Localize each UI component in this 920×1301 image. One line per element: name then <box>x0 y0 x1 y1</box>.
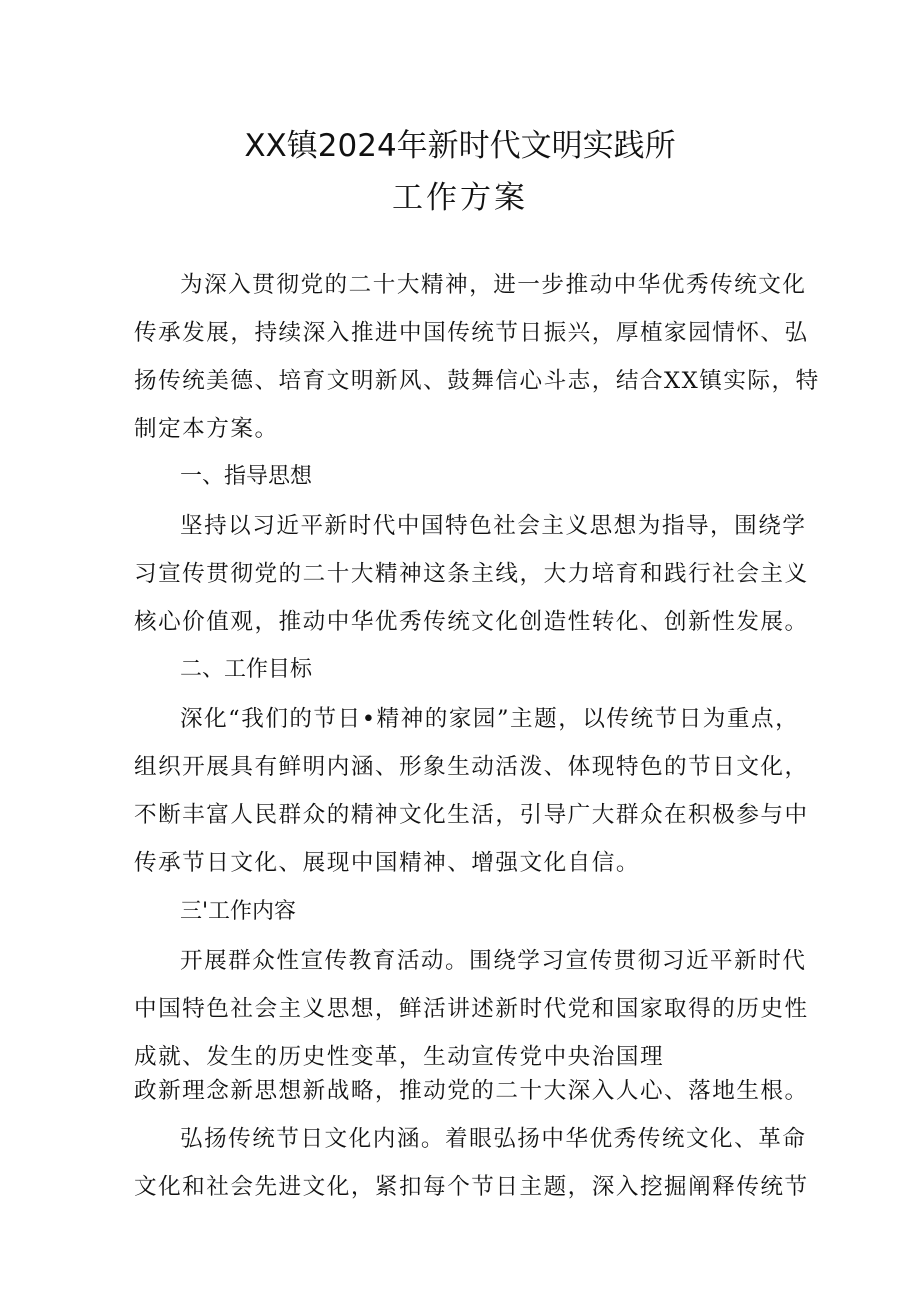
paragraph-line: 弘扬传统节日文化内涵。着眼弘扬中华优秀传统文化、革命 <box>180 1126 807 1152</box>
paragraph-line: 成就、发生的历史性变革，生动宣传党中央治国理 <box>134 1044 665 1070</box>
paragraph-line: 文化和社会先进文化，紧扣每个节日主题，深入挖掘阐释传统节 <box>134 1174 809 1200</box>
paragraph-line: 传承节日文化、展现中国精神、增强文化自信。 <box>134 850 640 876</box>
paragraph-line: 制定本方案。 <box>134 416 279 442</box>
paragraph-line: 传承发展，持续深入推进中国传统节日振兴，厚植家园情怀、弘 <box>134 320 809 346</box>
paragraph-line: 不断丰富人民群众的精神文化生活，引导广大群众在积极参与中 <box>134 802 809 828</box>
paragraph-line: 深化“我们的节日•精神的家园”主题，以传统节日为重点， <box>180 706 800 732</box>
paragraph-line: 习宣传贯彻党的二十大精神这条主线，大力培育和践行社会主义 <box>134 561 809 587</box>
document-title-line-1: XX镇2024年新时代文明实践所 <box>244 128 676 164</box>
paragraph-line: 中国特色社会主义思想，鲜活讲述新时代党和国家取得的历史性 <box>134 996 809 1022</box>
paragraph-line: 政新理念新思想新战略，推动党的二十大深入人心、落地生根。 <box>134 1078 809 1104</box>
section-heading-work-goals: 二、工作目标 <box>180 657 313 682</box>
paragraph-line: 开展群众性宣传教育活动。围绕学习宣传贯彻习近平新时代 <box>180 948 807 974</box>
paragraph-line: 组织开展具有鲜明内涵、形象生动活泼、体现特色的节日文化， <box>134 754 809 780</box>
paragraph-line: 核心价值观，推动中华优秀传统文化创造性转化、创新性发展。 <box>134 609 809 635</box>
paragraph-line: 为深入贯彻党的二十大精神，进一步推动中华优秀传统文化 <box>180 272 807 298</box>
document-title-line-2: 工作方案 <box>392 180 528 216</box>
paragraph-line: 扬传统美德、培育文明新风、鼓舞信心斗志，结合XX镇实际，特 <box>134 368 820 394</box>
section-heading-work-content: 三'工作内容 <box>180 899 297 924</box>
section-heading-guiding-thought: 一、指导思想 <box>180 464 313 489</box>
paragraph-line: 坚持以习近平新时代中国特色社会主义思想为指导，围绕学 <box>180 513 807 539</box>
